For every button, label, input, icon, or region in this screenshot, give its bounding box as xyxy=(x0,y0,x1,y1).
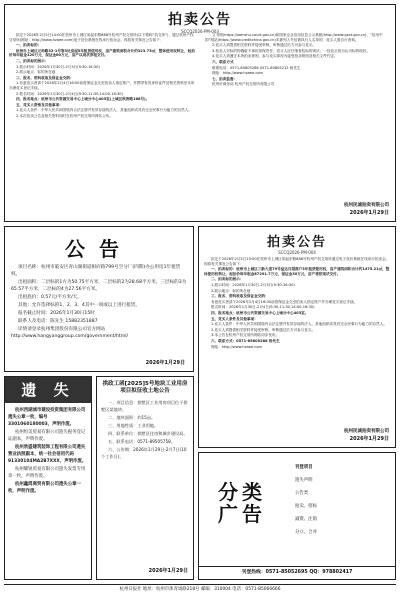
bulletin-para: 五、联系电话：0571-89505758。 xyxy=(108,439,175,444)
auction-1-code: SCCQ2026-PM-003 xyxy=(181,29,219,34)
auction-1-para: 六、联系方式 xyxy=(212,59,234,64)
notice-block xyxy=(4,226,194,372)
bulletin-para: 一、项目信息：拱墅区工业用房项目位于拱墅区某地块。 xyxy=(101,400,188,412)
auction-2-para: 三、报名、资料收取及保证金交纳： xyxy=(211,294,269,299)
bulletin-date: 2026年1月29日 xyxy=(148,568,188,574)
auction-1-para: 一、拍卖标的： xyxy=(16,43,42,48)
auction-1-para: 四、报名地点：杭州市公共资源交易中心上城分中心403室(上城区秋涛路168号)。 xyxy=(16,97,150,102)
classified-item: 刊登项目 xyxy=(295,465,313,470)
auction-2-para: 1.竞买人条件：中华人民共和国境内合法注册并有效存续的法人、其他组织或具有完全民事行为能力的自然人。 xyxy=(211,322,387,327)
bulletin-para: 四、联系单位：拱墅区住房和城乡建设局。 xyxy=(108,431,188,436)
lost-body xyxy=(8,407,88,496)
land-bulletin xyxy=(96,376,194,580)
auction-1-para: 4.竞买人须遵守本所拍卖规则，参与竞买即视为接受拍卖规则及相关文件约定。 xyxy=(212,54,338,59)
auction-2-date: 2026年1月29日 xyxy=(349,436,389,442)
bulletin-para: 三、用地性质：工业用地。 xyxy=(108,423,159,428)
auction-1-para: 联系电话：0571-85805288 0571-85805212 杨先生 xyxy=(212,65,301,70)
classified-ads xyxy=(198,452,396,580)
classified-title-line-2: 广告 xyxy=(218,502,266,526)
bulletin-para: 六、公告期：2026年1月29日-2月7日(10个工作日)。 xyxy=(101,447,187,459)
notice-body xyxy=(5,262,193,343)
notice-para: 出租底价：0.57元/平方米/天。 xyxy=(18,295,82,300)
auction-1-para: 3.拍卖人对标的物瑕疵不承担担保责任，竞买人应仔细查验标的现状，一经竞买视为认可标的现状。 xyxy=(212,48,370,53)
lost-item: 杭州耀锐贸易有限公司遗失发票专用章一枚，声明作废。 xyxy=(8,467,86,479)
auction-1-para: 文书网(https://wenshu.court.gov.cn)和国家企业信用信息公示系统(http://www.gsxt.gov.cn)、“信用中国”网站(https://www.creditchina.gov.cn)未被列入失信被执行人名单的，竞买人需自行查询。 xyxy=(205,33,383,42)
auction-2-para: 3.本公告在杭州产权交易所网站同步发布。 xyxy=(211,333,280,338)
auction-2-body xyxy=(199,255,395,352)
classified-footer: 刊登热线：0571-85052695 QQ：978802417 xyxy=(199,566,395,579)
notice-title: 公告 xyxy=(65,237,133,261)
classified-title-line-1: 分类 xyxy=(218,480,266,504)
auction-1-title: 拍卖公告 xyxy=(168,12,232,28)
notice-para: 其他：允许选择标的1、2、3、4其中一项或以上进行租赁。 xyxy=(18,303,140,308)
bulletin-para: 二、地块面积：约15亩。 xyxy=(108,415,156,420)
notice-para: 项目名称：杭州市临安区青山湖街道相府路799号空分厂(四期)办公用房1年租赁权。 xyxy=(11,265,181,277)
auction-2-code: SCCQ2026-PM-004 xyxy=(278,250,316,255)
auction-2-para: 四、报名地点：杭州市公共资源交易中心上城分中心403室。 xyxy=(211,310,309,315)
lost-title: 遗 失 xyxy=(5,377,91,403)
auction-2-para: 网址：http://www.hzaee.com xyxy=(211,344,263,349)
notice-para: 报名截止时间：2026年1月30日15时 xyxy=(18,311,95,316)
notice-para: 详情请登录杭州集团股份有限公司官方网站 http://www.hangyanggroup.com/government/html/ xyxy=(11,327,129,339)
page-footer: 杭州日报社 地址：杭州市体育场路218号 邮编：310004 电话：0571-85066666 xyxy=(4,584,396,595)
auction-1-para: 七、拍卖监督： xyxy=(212,76,238,81)
auction-2-para: 有意竞买者请于2026年2月4日16:00前将保证金交至拍卖人指定账户并办理竞买登记手续。 xyxy=(211,299,358,304)
auction-2-para: 2.竞买人须提供相关资料并接受审核，审核通过后方可参与竞买。 xyxy=(211,327,316,332)
auction-2-para: 2.展示地点：标的所在地 xyxy=(211,288,251,293)
auction-1-left-column xyxy=(9,33,195,120)
lost-notice xyxy=(4,376,92,580)
auction-1-right-column xyxy=(205,33,391,88)
notice-para: 联系人及电话：陈先生 15882351887 xyxy=(18,319,98,324)
auction-1-org: 杭州民诚拍卖有限公司 xyxy=(344,203,389,208)
classified-item: 分立、合并 xyxy=(295,530,317,535)
auction-2-para: 五、竞买人条件及其他事项： xyxy=(211,316,258,321)
auction-1-para: 三、报名、资料收取及保证金交纳： xyxy=(16,75,74,80)
classified-item: 公告类 xyxy=(295,491,309,496)
auction-2-para: 拟定于2026年2月5日15:00在杭州市上城区凤起东路888号杭州产权交易所通过电子竞价系统在线举行拍卖会。现将有关事宜公告如下： xyxy=(204,257,390,266)
lost-item: 杭州鑫鸿商贸有限公司遗失公章一枚，声明作废。 xyxy=(8,482,81,494)
auction-2-title: 拍卖公告 xyxy=(266,235,327,250)
classified-item: 拍卖、招标 xyxy=(295,504,317,509)
auction-notice-1 xyxy=(4,4,396,222)
auction-1-para: 1.竞买人条件：中华人民共和国境内合法注册并有效存续的法人、其他组织或具有完全民事行为能力的自然人。 xyxy=(16,108,192,113)
auction-1-para: 2.报名时间：2026年1月30日-2月4日(9:30-11:30,14:00-16:30) xyxy=(16,91,123,96)
bulletin-title: 拱政工函[2025]5号地块工业用房项目拟征收土地公告 xyxy=(102,381,188,394)
lost-item: 杭州欣盛建筑装饰工程有限公司遗失营业执照副本，统一社会信用代码91330104MA2B7XXX，声明作废。 xyxy=(8,445,87,464)
classified-title xyxy=(207,481,277,525)
classified-items xyxy=(295,461,391,539)
auction-2-org: 杭州民诚拍卖有限公司 xyxy=(344,429,389,434)
notice-para: 出租面积：二层标的1方为50.75平方米，二层标的2为28.68平方米，三层标的3为65.57平方米，二层标的4为27.56平方米。 xyxy=(11,280,187,292)
auction-1-para: 2.展示地点：标的所在地 xyxy=(16,70,56,75)
auction-notice-2 xyxy=(198,226,396,448)
auction-1-date: 2026年1月29日 xyxy=(349,210,389,216)
auction-1-para: 1.有意竞买者请于2026年2月4日16:00前将保证金交至拍卖人指定账户，并携带有效身份证件及相关资料至本所办理竞买登记手续。 xyxy=(9,81,195,90)
auction-1-para: 2.本次拍卖公告及相关资料同时在杭州产权交易所网站公布。 xyxy=(16,113,113,118)
auction-2-para: 六、联系方式：0571-85805288 杨先生 xyxy=(211,338,280,343)
bulletin-body xyxy=(97,397,193,463)
classified-item: 遗失声明 xyxy=(295,478,313,483)
notice-date: 2026年1月29日 xyxy=(145,360,185,366)
auction-1-para: 拟定于2026年2月5日14:00在杭州市上城区凤起东路888号杭州产权交易所(以下简称“杭交所”)，通过杭州产权交易所(网址：http://www.hzaee.com)电子竞价系统在线举行拍卖会。现将有关事宜公告如下： xyxy=(9,33,194,42)
auction-2-para: 一、拍卖标的：杭州市上城区三新大道79号益达百超商户3年租赁使用权，房产建筑面积合计约1475.21㎡，整体使用权转让，起拍价每年租金87291.7万元，保证金30万元，房产将按现状交付。 xyxy=(204,267,390,276)
auction-1-para: 2.竞买人须提供相关资料并接受审核，审核通过后方可参与竞买。 xyxy=(212,43,317,48)
auction-1-para: 杭州市商务局 杭州产权交易所有限公司 xyxy=(212,82,275,87)
auction-1-para: 二、拍卖标的展示： xyxy=(16,58,49,63)
auction-1-para: 1.展示时间：2026年1月30日-2月3日(9:30-16:30) xyxy=(16,64,100,69)
auction-1-para: 网址：http://www.hzaee.com xyxy=(212,71,264,76)
lost-item: 杭州恒美贸易有限公司遗失税务登记证副本，声明作废。 xyxy=(8,430,86,442)
auction-2-para: 二、拍卖标的展示： xyxy=(211,277,244,282)
lost-item: 杭州西湖城市建设投资集团有限公司遗失公章一枚，编号3301060180003，声明作废。 xyxy=(8,408,86,427)
auction-2-para: 1.展示时间：2026年1月30日-2月3日(9:30-16:30) xyxy=(211,282,295,287)
classified-item: 减资、注销 xyxy=(295,517,317,522)
auction-2-para: 报名时间：2026年1月30日-2月4日(9:30-11:30,14:00-16:30) xyxy=(211,305,315,310)
auction-1-para: 五、竞买人资格及其他事项： xyxy=(16,102,63,107)
auction-1-para: 杭州市上城区元帅路32-1号等3处房屋5年租赁使用权，房产建筑面积合计约323.73㎡，整体使用权转让，起拍价每年租金120万元，保证金60万元，房产以现状净租交付。 xyxy=(9,48,195,58)
